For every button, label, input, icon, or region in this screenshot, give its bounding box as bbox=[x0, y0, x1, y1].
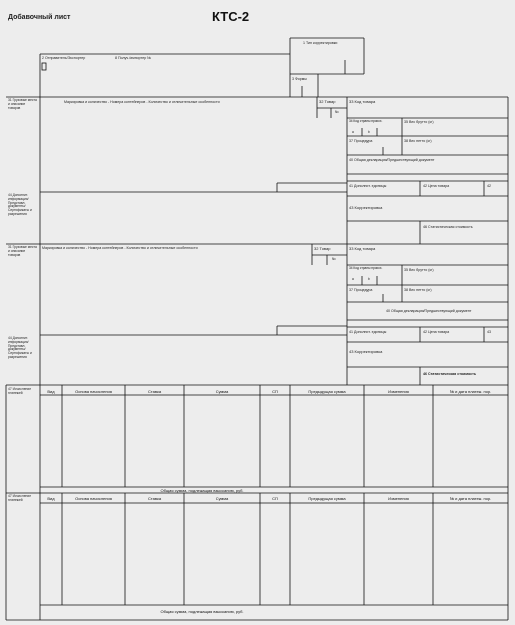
payments1-label: 47 Исчисление платежей bbox=[8, 387, 32, 395]
payments1-total-label: Общая сумма, подлежащая взысканию, руб. bbox=[160, 488, 244, 493]
item1-field-31-desc: Маркировка и количество - Номера контейнеров - Количество и отличительные особенности bbox=[64, 100, 220, 104]
field-3-label: 3 Формы bbox=[292, 77, 307, 81]
payments1-col-type: Вид bbox=[47, 389, 55, 394]
item2-field-34-label: 34 Код страны происх. bbox=[349, 266, 383, 270]
item1-field-43-label: 43 Корректировка bbox=[349, 205, 383, 210]
item2-field-43-label: 43 Корректировка bbox=[349, 349, 383, 354]
payments2-col-change: Изменения bbox=[388, 496, 409, 501]
item2-field-35-label: 35 Вес брутто (кг) bbox=[404, 268, 434, 272]
field-1-label: 1 Тип корректировки bbox=[303, 41, 338, 45]
item2-field-42b-label: 43 bbox=[487, 330, 491, 334]
item1-field-40-label: 40 Общая декларация/Предшествующий документ bbox=[349, 158, 435, 162]
sheet-label: Добавочный лист bbox=[8, 14, 71, 21]
payments1-col-base: Основа начисления bbox=[75, 389, 112, 394]
item2-field-46-label: 46 Статистическая стоимость bbox=[423, 372, 477, 376]
payments2-col-base: Основа начисления bbox=[75, 496, 112, 501]
payments1-col-rate: Ставка bbox=[147, 389, 162, 394]
item1-field-32-num: № bbox=[335, 110, 339, 114]
item1-field-42-label: 42 Цена товара bbox=[423, 184, 450, 188]
field-8-label: 8 Получ./импортер № bbox=[115, 56, 152, 60]
item1-field-38-label: 38 Вес нетто (кг) bbox=[404, 139, 432, 143]
item1-field-41-label: 41 Дополнит. единицы bbox=[349, 184, 387, 188]
item1-field-37-label: 37 Процедура bbox=[349, 139, 373, 143]
item1-field-32-label: 32 Товар bbox=[319, 99, 336, 104]
item2-field-33-label: 33 Код товара bbox=[349, 246, 376, 251]
item2-field-32-label: 32 Товар bbox=[314, 246, 331, 251]
item1-field-33-label: 33 Код товара bbox=[349, 99, 376, 104]
payments2-col-rate: Ставка bbox=[147, 496, 162, 501]
payments2-col-type: Вид bbox=[47, 496, 55, 501]
item1-field-46-label: 46 Статистическая стоимость bbox=[423, 225, 473, 229]
payments2-col-sum: Сумма bbox=[215, 496, 229, 501]
item2-field-38-label: 38 Вес нетто (кг) bbox=[404, 288, 432, 292]
item2-field-31-label: 31 Грузовые места и описание товаров bbox=[8, 245, 37, 257]
item1-field-44-label: 44 Дополнит. информация/ Представл. документы/ Сертификаты и разрешения bbox=[8, 193, 32, 216]
payments2-col-prev: Предыдущая сумма bbox=[308, 496, 346, 501]
payments1-col-order: № и дата платеж. пор. bbox=[449, 389, 492, 394]
payments2-col-order: № и дата платеж. пор. bbox=[449, 496, 492, 501]
payments2-label: 47 Исчисление платежей bbox=[8, 494, 32, 502]
item2-field-37-label: 37 Процедура bbox=[349, 288, 373, 292]
field-2-label: 2 Отправитель/Экспортер bbox=[42, 56, 86, 60]
item2-field-44-label: 44 Дополнит. информация/ Представл. документы/ Сертификаты и разрешения bbox=[8, 336, 32, 359]
item2-field-34-a: а bbox=[352, 277, 354, 281]
item2-field-31-desc: Маркировка и количество - Номера контейнеров - Количество и отличительные особенности bbox=[42, 246, 198, 250]
payments1-col-change: Изменения bbox=[388, 389, 409, 394]
form-code: КТС-2 bbox=[212, 9, 250, 24]
payments2-col-sp: СП bbox=[272, 496, 278, 501]
item1-field-34-label: 34 Код страны происх. bbox=[349, 119, 383, 123]
item1-field-34-b: b bbox=[368, 130, 370, 134]
item2-field-41-label: 41 Дополнит. единицы bbox=[349, 330, 387, 334]
payments1-col-prev: Предыдущая сумма bbox=[308, 389, 346, 394]
item1-field-35-label: 35 Вес брутто (кг) bbox=[404, 120, 434, 124]
item2-field-34-b: b bbox=[368, 277, 370, 281]
payments2-total-label: Общая сумма, подлежащая взысканию, руб. bbox=[160, 609, 244, 614]
payments1-col-sp: СП bbox=[272, 389, 278, 394]
item1-field-34-a: а bbox=[352, 130, 354, 134]
item1-field-31-label: 31 Грузовые места и описание товаров bbox=[8, 98, 37, 110]
item2-field-42-label: 42 Цена товара bbox=[423, 330, 450, 334]
payments1-col-sum: Сумма bbox=[215, 389, 229, 394]
item2-field-32-num: № bbox=[332, 257, 336, 261]
item2-field-40-label: 40 Общая декларация/Предшествующий документ bbox=[386, 309, 472, 313]
item1-field-42b-label: 42 bbox=[487, 184, 491, 188]
